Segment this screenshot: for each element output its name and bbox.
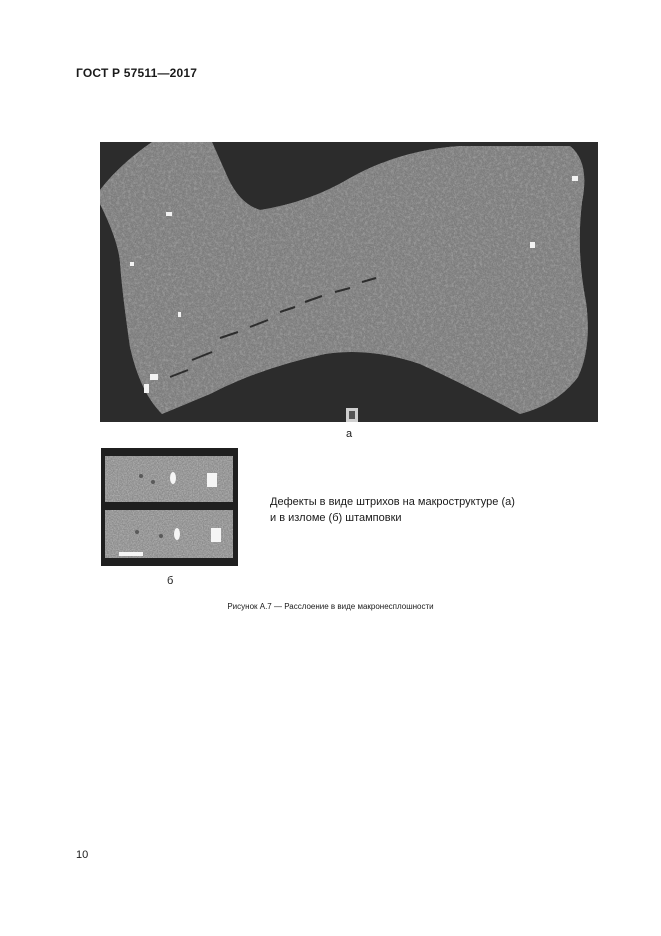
page-number: 10	[76, 849, 89, 861]
figure-caption: Рисунок А.7 — Расслоение в виде макронесплошности	[227, 602, 434, 611]
photo-b-label: б	[167, 575, 174, 587]
description-line-2: и в изломе (б) штамповки	[270, 512, 402, 524]
figure-description	[270, 494, 570, 526]
description-line-1: Дефекты в виде штрихов на макроструктуре (а)	[270, 496, 515, 508]
fracture-photo	[101, 448, 238, 566]
photo-a-label: а	[346, 428, 353, 440]
macrostructure-photo	[100, 142, 598, 422]
document-header: ГОСТ Р 57511—2017	[76, 66, 198, 80]
